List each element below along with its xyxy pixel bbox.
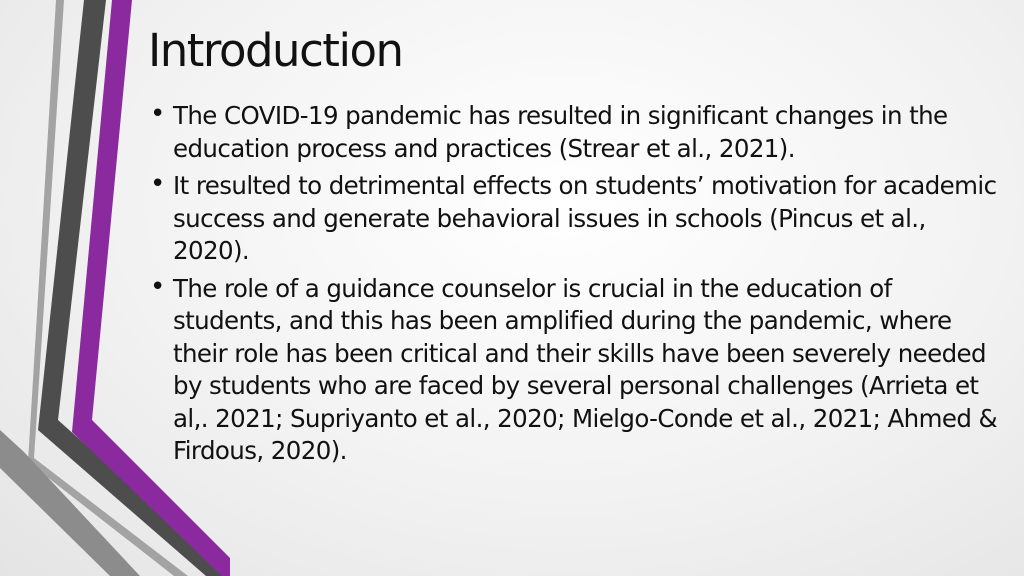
bullet-text: The COVID-19 pandemic has resulted in significant changes in the education process and practices (Strear et al., 2021). — [173, 101, 948, 163]
bullet-list — [150, 100, 1000, 473]
bullet-item — [150, 100, 1000, 165]
bullet-text: The role of a guidance counselor is crucial in the education of students, and this has been amplified during the pandemic, where their role has been critical and their skills have been severely needed by students who are faced by several personal challenges (Arrieta et al,. 2021; Supriyanto et al., 2020; Mielgo-Conde et al., 2021; Ahmed & Firdous, 2020). — [173, 273, 997, 465]
bullet-icon: • — [150, 99, 165, 129]
bullet-icon: • — [150, 271, 165, 302]
slide-title: Introduction — [148, 24, 403, 77]
bullet-text: It resulted to detrimental effects on students’ motivation for academic success and generate behavioral issues in schools (Pincus et al., 2020). — [173, 171, 997, 265]
bullet-item — [150, 170, 1000, 268]
bullet-item — [150, 273, 1000, 468]
bullet-icon: • — [150, 169, 165, 199]
